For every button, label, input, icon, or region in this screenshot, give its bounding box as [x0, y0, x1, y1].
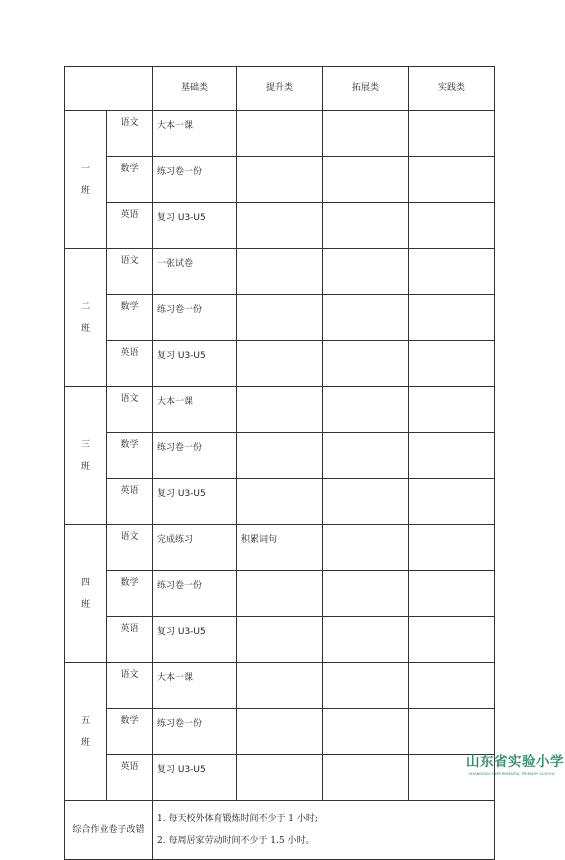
basic-task-cell: 复习 U3-U5 — [153, 203, 237, 249]
table-row — [65, 755, 495, 801]
improve-task-cell — [237, 617, 323, 663]
basic-task-cell: 练习卷一份 — [153, 709, 237, 755]
practice-task-cell — [409, 203, 495, 249]
subject-cell: 数学 — [107, 433, 153, 479]
improve-task-cell — [237, 663, 323, 709]
improve-task-cell — [237, 203, 323, 249]
basic-task-cell: 大本一课 — [153, 387, 237, 433]
improve-task-cell — [237, 479, 323, 525]
table-row — [65, 203, 495, 249]
expand-task-cell — [323, 111, 409, 157]
class-name-bottom: 班 — [80, 599, 90, 610]
class-name-top: 一 — [80, 163, 90, 174]
basic-task-cell: 练习卷一份 — [153, 571, 237, 617]
subject-cell: 语文 — [107, 525, 153, 571]
expand-task-cell — [323, 341, 409, 387]
practice-task-cell — [409, 295, 495, 341]
basic-task-cell: 大本一课 — [153, 111, 237, 157]
header-expand: 拓展类 — [323, 67, 409, 111]
school-logo — [466, 750, 564, 776]
class-name-bottom: 班 — [80, 185, 90, 196]
expand-task-cell — [323, 571, 409, 617]
improve-task-cell — [237, 249, 323, 295]
class-name-top: 三 — [80, 439, 90, 450]
class-name-bottom: 班 — [80, 461, 90, 472]
table-row — [65, 111, 495, 157]
subject-cell: 语文 — [107, 387, 153, 433]
table-row — [65, 617, 495, 663]
table-row — [65, 433, 495, 479]
table-row — [65, 525, 495, 571]
subject-cell: 数学 — [107, 157, 153, 203]
improve-task-cell: 积累词句 — [237, 525, 323, 571]
basic-task-cell: 复习 U3-U5 — [153, 755, 237, 801]
practice-task-cell — [409, 617, 495, 663]
expand-task-cell — [323, 387, 409, 433]
table-row — [65, 157, 495, 203]
practice-task-cell — [409, 709, 495, 755]
table-row — [65, 709, 495, 755]
practice-task-cell — [409, 387, 495, 433]
practice-task-cell — [409, 571, 495, 617]
class-name — [65, 387, 107, 525]
practice-task-cell — [409, 479, 495, 525]
practice-task-cell — [409, 433, 495, 479]
subject-cell: 数学 — [107, 295, 153, 341]
basic-task-cell: 练习卷一份 — [153, 433, 237, 479]
expand-task-cell — [323, 709, 409, 755]
expand-task-cell — [323, 525, 409, 571]
table-row — [65, 341, 495, 387]
summary-row — [65, 801, 495, 860]
basic-task-cell: 练习卷一份 — [153, 157, 237, 203]
improve-task-cell — [237, 111, 323, 157]
header-corner — [65, 67, 153, 111]
table-row — [65, 295, 495, 341]
header-basic: 基础类 — [153, 67, 237, 111]
improve-task-cell — [237, 295, 323, 341]
basic-task-cell: 完成练习 — [153, 525, 237, 571]
improve-task-cell — [237, 387, 323, 433]
class-name-top: 二 — [80, 301, 90, 312]
class-name — [65, 249, 107, 387]
practice-task-cell — [409, 249, 495, 295]
subject-cell: 语文 — [107, 111, 153, 157]
subject-cell: 英语 — [107, 755, 153, 801]
practice-task-cell — [409, 341, 495, 387]
practice-task-cell — [409, 525, 495, 571]
subject-cell: 英语 — [107, 617, 153, 663]
class-name-bottom: 班 — [80, 323, 90, 334]
school-logo-subtitle: SHANDONG EXPERIMENTAL PRIMARY SCHOOL — [468, 772, 556, 776]
summary-note: 1. 每天校外体育锻炼时间不少于 1 小时; — [157, 814, 318, 824]
improve-task-cell — [237, 341, 323, 387]
table-row — [65, 387, 495, 433]
class-name-top: 四 — [80, 577, 90, 588]
basic-task-cell: 复习 U3-U5 — [153, 341, 237, 387]
basic-task-cell: 一张试卷 — [153, 249, 237, 295]
summary-notes — [153, 801, 495, 860]
expand-task-cell — [323, 203, 409, 249]
summary-note: 2. 每周居家劳动时间不少于 1.5 小时。 — [157, 836, 315, 846]
expand-task-cell — [323, 295, 409, 341]
table-row — [65, 663, 495, 709]
practice-task-cell — [409, 111, 495, 157]
header-practice: 实践类 — [409, 67, 495, 111]
practice-task-cell — [409, 157, 495, 203]
table-row — [65, 479, 495, 525]
expand-task-cell — [323, 663, 409, 709]
subject-cell: 英语 — [107, 479, 153, 525]
expand-task-cell — [323, 617, 409, 663]
expand-task-cell — [323, 433, 409, 479]
header-improve: 提升类 — [237, 67, 323, 111]
subject-cell: 英语 — [107, 203, 153, 249]
improve-task-cell — [237, 709, 323, 755]
basic-task-cell: 练习卷一份 — [153, 295, 237, 341]
class-name — [65, 111, 107, 249]
table-row — [65, 571, 495, 617]
improve-task-cell — [237, 157, 323, 203]
expand-task-cell — [323, 249, 409, 295]
table-row — [65, 249, 495, 295]
header-row — [65, 67, 495, 111]
class-name-top: 五 — [80, 715, 90, 726]
subject-cell: 语文 — [107, 249, 153, 295]
improve-task-cell — [237, 755, 323, 801]
basic-task-cell: 复习 U3-U5 — [153, 479, 237, 525]
subject-cell: 语文 — [107, 663, 153, 709]
expand-task-cell — [323, 479, 409, 525]
subject-cell: 数学 — [107, 709, 153, 755]
school-logo-name: 山东省实验小学 — [466, 754, 564, 770]
practice-task-cell — [409, 663, 495, 709]
basic-task-cell: 大本一课 — [153, 663, 237, 709]
expand-task-cell — [323, 157, 409, 203]
expand-task-cell — [323, 755, 409, 801]
subject-cell: 数学 — [107, 571, 153, 617]
improve-task-cell — [237, 433, 323, 479]
subject-cell: 英语 — [107, 341, 153, 387]
class-name — [65, 525, 107, 663]
summary-label: 综合作业卷子改错 — [65, 801, 153, 860]
homework-table — [64, 66, 495, 860]
basic-task-cell: 复习 U3-U5 — [153, 617, 237, 663]
class-name — [65, 663, 107, 801]
class-name-bottom: 班 — [80, 737, 90, 748]
improve-task-cell — [237, 571, 323, 617]
